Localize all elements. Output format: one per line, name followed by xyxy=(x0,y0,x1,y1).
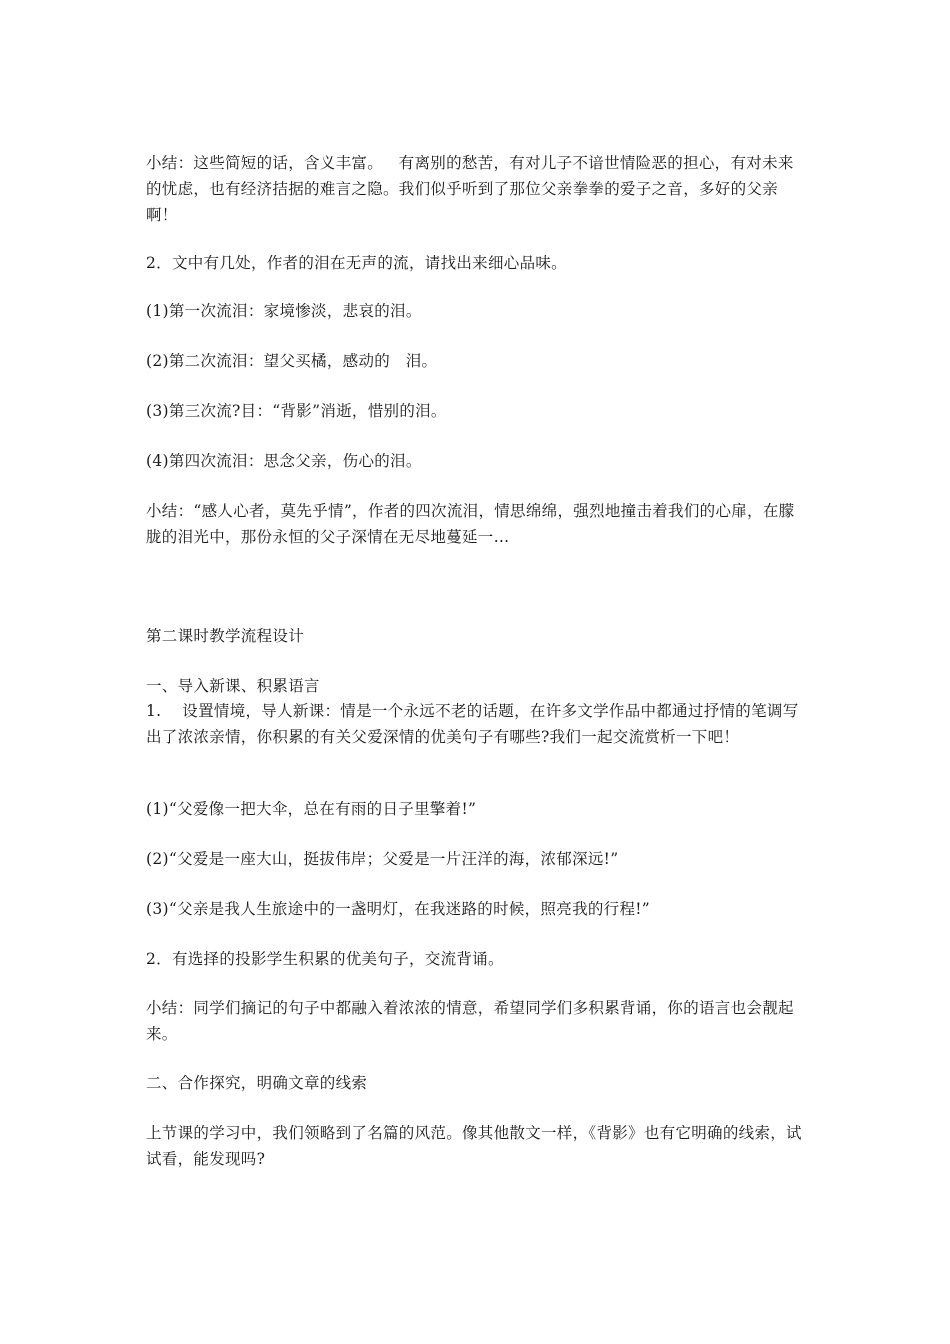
quote-item-2: (2)“父爱是一座大山，挺拔伟岸；父爱是一片汪洋的海，浓郁深远!” xyxy=(146,850,619,868)
summary-paragraph-3: 小结：同学们摘记的句子中都融入着浓浓的情意，希望同学们多积累背诵，你的语言也会靓起来。 xyxy=(146,999,794,1043)
section-heading-1: 一、导入新课、积累语言 xyxy=(146,677,320,695)
summary-paragraph-2: 小结：“感人心者，莫先乎情”，作者的四次流泪，情思绵绵，强烈地撞击着我们的心扉，在朦胧的泪光中，那份永恒的父子深情在无尽地蔓延一… xyxy=(146,502,795,546)
intro-paragraph: 上节课的学习中，我们领略到了名篇的风范。像其他散文一样，《背影》也有它明确的线索，试试看，能发现吗? xyxy=(146,1124,802,1168)
tears-item-1: (1)第一次流泪：家境惨淡，悲哀的泪。 xyxy=(146,302,422,320)
tears-item-4: (4)第四次流泪：思念父亲，伤心的泪。 xyxy=(146,452,422,470)
section-heading-2: 二、合作探究，明确文章的线索 xyxy=(146,1074,368,1092)
section-heading-lesson-2: 第二课时教学流程设计 xyxy=(146,627,305,645)
step-2-paragraph: 2．有选择的投影学生积累的优美句子，交流背诵。 xyxy=(146,950,504,968)
step-1-paragraph: 1. 设置情境，导人新课：情是一个永远不老的话题，在许多文学作品中都通过抒情的笔调写出了浓浓亲情，你积累的有关父爱深情的优美句子有哪些?我们一起交流赏析一下吧！ xyxy=(146,702,799,746)
tears-item-3: (3)第三次流?目：“背影”消逝，惜别的泪。 xyxy=(146,402,447,420)
quote-item-1: (1)“父爱像一把大伞，总在有雨的日子里擎着!” xyxy=(146,800,477,818)
tears-item-2: (2)第二次流泪：望父买橘，感动的 泪。 xyxy=(146,352,438,370)
question-2: 2．文中有几处，作者的泪在无声的流，请找出来细心品味。 xyxy=(146,254,567,272)
quote-item-3: (3)“父亲是我人生旅途中的一盏明灯，在我迷路的时候，照亮我的行程!” xyxy=(146,900,651,918)
summary-paragraph-1: 小结：这些简短的话，含义丰富。 有离别的愁苦，有对儿子不谙世情险恶的担心，有对未来的忧虑，也有经济拮据的难言之隐。我们似乎听到了那位父亲拳拳的爱子之音，多好的父亲啊！ xyxy=(146,154,794,224)
